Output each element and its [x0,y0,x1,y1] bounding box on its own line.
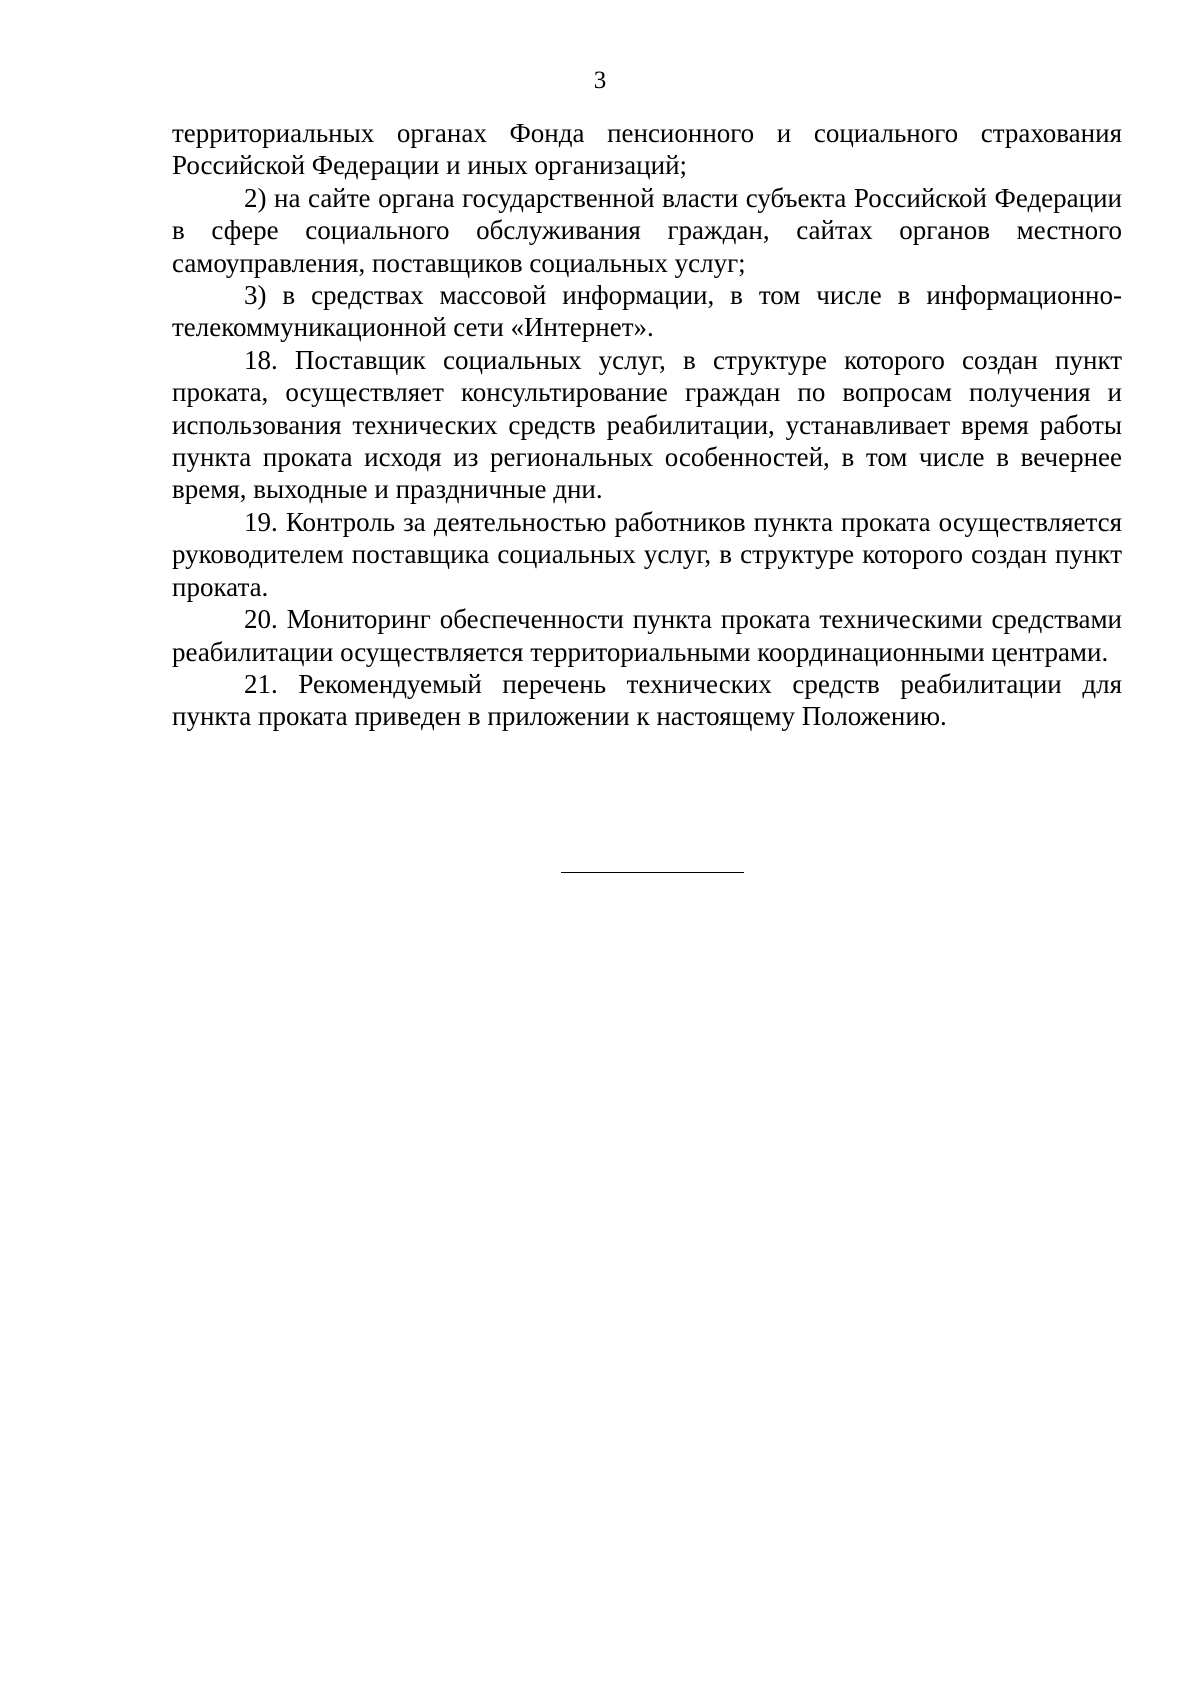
paragraph-item-3: 3) в средствах массовой информации, в том числе в информационно-телекоммуникационной сети «Интернет». [172,280,1122,343]
paragraph-clause-21: 21. Рекомендуемый перечень технических средств реабилитации для пункта проката приведен в приложении к настоящему Положению. [172,668,1122,732]
paragraph-continuation: территориальных органах Фонда пенсионного и социального страхования Российской Федерации и иных организаций; [172,118,1122,181]
end-of-document-rule [561,872,744,873]
paragraph-clause-20: 20. Мониторинг обеспеченности пункта проката техническими средствами реабилитации осуществляется территориальными координационными центрами. [172,604,1122,667]
paragraph-clause-19: 19. Контроль за деятельностью работников пункта проката осуществляется руководителем поставщика социальных услуг, в структуре которого создан пункт проката. [172,506,1122,602]
paragraph-item-2: 2) на сайте органа государственной власти субъекта Российской Федерации в сфере социального обслуживания граждан, сайтах органов местного самоуправления, поставщиков социальных услуг; [172,182,1122,278]
document-body [172,117,1122,733]
paragraph-clause-18: 18. Поставщик социальных услуг, в структуре которого создан пункт проката, осуществляет консультирование граждан по вопросам получения и использования технических средств реабилитации, устанавливает время работы пункта проката исходя из региональных особенностей, в том числе в вечернее время, выходные и праздничные дни. [172,344,1122,505]
page-number: 3 [593,67,607,94]
